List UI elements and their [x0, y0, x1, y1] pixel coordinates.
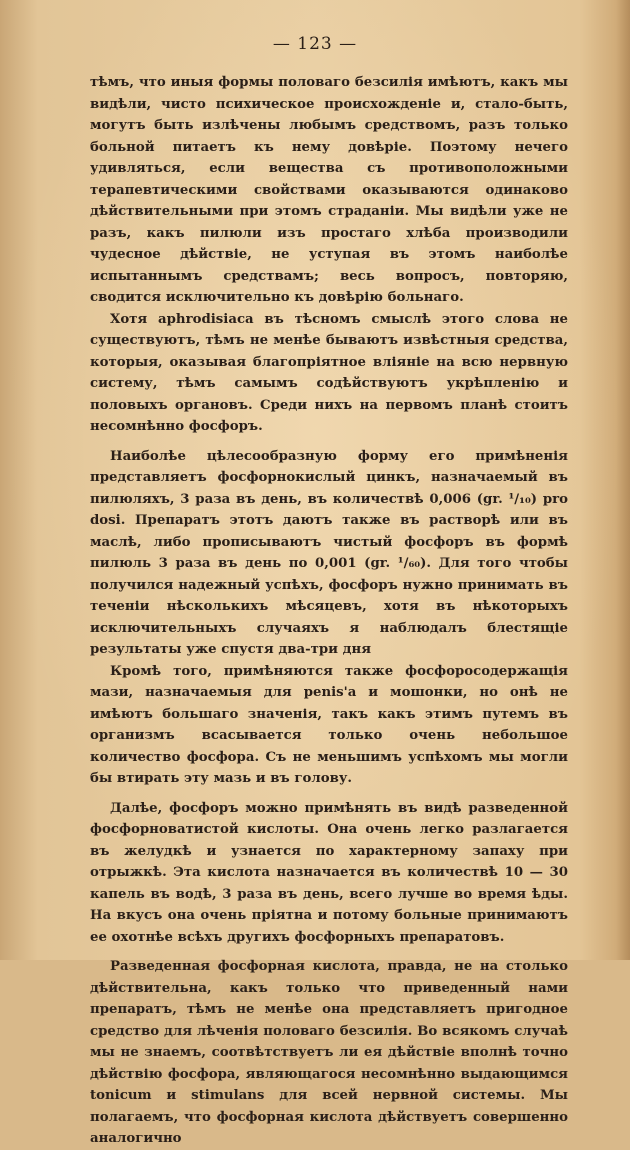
paragraph-3: Наиболѣе цѣлесообразную форму его примѣненія представляетъ фосфорнокислый цинкъ, назначаемый въ пилюляхъ, 3 раза въ день, въ количествѣ 0,006 (gr. ¹/₁₀) pro dosi. Препаратъ этотъ даютъ также въ растворѣ или въ маслѣ, либо прописываютъ чистый фосфоръ въ формѣ пилюль 3 раза въ день по 0,001 (gr. ¹/₆₀). Для того чтобы получился надежный успѣхъ, фосфоръ нужно принимать въ теченіи нѣсколькихъ мѣсяцевъ, хотя въ нѣкоторыхъ исключительныхъ случаяхъ я наблюдалъ блестящіе результаты уже спустя два-три дня [90, 448, 568, 657]
paragraph-5: Далѣе, фосфоръ можно примѣнять въ видѣ разведенной фосфорноватистой кислоты. Она очень легко разлагается въ желудкѣ и узнается по характерному запаху при отрыжкѣ. Эта кислота назначается въ количествѣ 10 — 30 капель въ водѣ, 3 раза въ день, всего лучше во время ѣды. На вкусъ она очень пріятна и потому больные принимаютъ ее охотнѣе всѣхъ другихъ фосфорныхъ препаратовъ. [90, 800, 568, 945]
body-text [90, 72, 568, 1150]
page-edge-shadow [616, 0, 630, 960]
paragraph-6: Разведенная фосфорная кислота, правда, не на столько дѣйствительна, какъ только что приведенный нами препаратъ, тѣмъ не менѣе она представляетъ пригодное средство для лѣченія половаго безсилія. Во всякомъ случаѣ мы не знаемъ, соотвѣтствуетъ ли ея дѣйствіе вполнѣ точно дѣйствію фосфора, являющагося несомнѣнно выдающимся tonicum и stimulans для всей нервной системы. Мы полагаемъ, что фосфорная кислота дѣйствуетъ совершенно аналогично [90, 959, 568, 1146]
paragraph-4: Кромѣ того, примѣняются также фосфоросодержащія мази, назначаемыя для penis'а и мошонки, но онѣ не имѣютъ большаго значенія, такъ какъ этимъ путемъ въ организмъ всасывается только очень небольшое количество фосфора. Съ не меньшимъ успѣхомъ мы могли бы втирать эту мазь и въ голову. [90, 663, 568, 786]
paragraph-1: тѣмъ, что иныя формы половаго безсилія имѣютъ, какъ мы видѣли, чисто психическое происхожденіе и, стало-быть, могутъ быть излѣчены любымъ средствомъ, разъ только больной питаетъ къ нему довѣріе. Поэтому нечего удивляться, если вещества съ противоположными терапевтическими свойствами оказываются одинаково дѣйствительными при этомъ страданіи. Мы видѣли уже не разъ, какъ пилюли изъ простаго хлѣба производили чудесное дѣйствіе, не уступая въ этомъ наиболѣе испытаннымъ средствамъ; весь вопросъ, повторяю, сводится исключительно къ довѣрію больнаго. [90, 75, 568, 305]
paragraph-2: Хотя aphrodisiaca въ тѣсномъ смыслѣ этого слова не существуютъ, тѣмъ не менѣе бываютъ извѣстныя средства, которыя, оказывая благопріятное вліяніе на всю нервную систему, тѣмъ самымъ содѣйствуютъ укрѣпленію и половыхъ органовъ. Среди нихъ на первомъ планѣ стоитъ несомнѣнно фосфоръ. [90, 311, 568, 434]
page-number: — 123 — [272, 34, 358, 54]
